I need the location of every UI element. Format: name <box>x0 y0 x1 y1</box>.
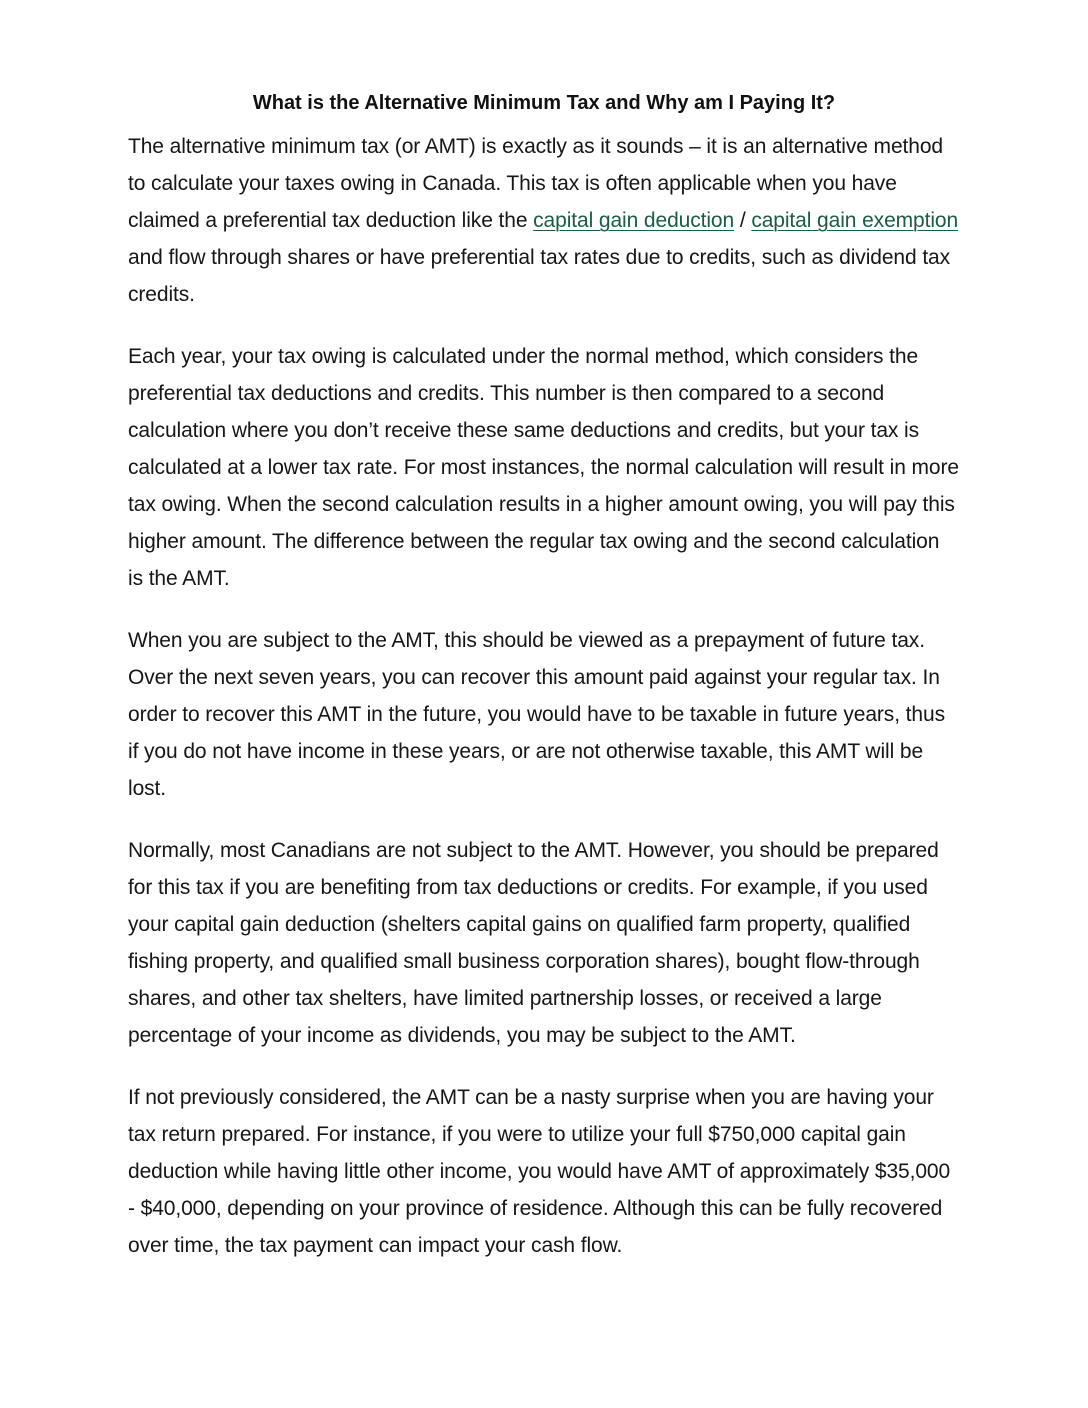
paragraph-intro-text-c: and flow through shares or have preferential tax rates due to credits, such as dividend tax credits. <box>128 246 951 306</box>
paragraph-who-is-subject: Normally, most Canadians are not subject to the AMT. However, you should be prepared for this tax if you are benefiting from tax deductions or credits. For example, if you used your capital gain deduction (shelters capital gains on qualified farm property, qualified fishing property, and qualified small business corporation shares), bought flow-through shares, and other tax shelters, have limited partnership losses, or received a large percentage of your income as dividends, you may be subject to the AMT. <box>128 839 939 1047</box>
paragraph-surprise: If not previously considered, the AMT can be a nasty surprise when you are having your tax return prepared. For instance, if you were to utilize your full $750,000 capital gain deduction while having little other income, you would have AMT of approximately $35,000 - $40,000, depending on your province of residence. Although this can be fully recovered over time, the tax payment can impact your cash flow. <box>128 1086 951 1257</box>
link-separator: / <box>734 209 752 232</box>
capital-gain-deduction-link[interactable]: capital gain deduction <box>533 209 735 232</box>
paragraph-prepayment: When you are subject to the AMT, this should be viewed as a prepayment of future tax. Over the next seven years, you can recover this amount paid against your regular tax. In order to recover this AMT in the future, you would have to be taxable in future years, thus if you do not have income in these years, or are not otherwise taxable, this AMT will be lost. <box>128 629 945 800</box>
capital-gain-exemption-link[interactable]: capital gain exemption <box>751 209 959 232</box>
paragraph-intro <box>128 128 960 313</box>
paragraph-intro-text-a: The alternative minimum tax (or AMT) is exactly as it sounds – it is an alternative method to calculate your taxes owing in Canada. This tax is often applicable when you have claimed a preferential tax deduction like the <box>128 135 943 232</box>
document-title: What is the Alternative Minimum Tax and Why am I Paying It? <box>252 92 836 114</box>
paragraph-calculation: Each year, your tax owing is calculated under the normal method, which considers the preferential tax deductions and credits. This number is then compared to a second calculation where you don’t receive these same deductions and credits, but your tax is calculated at a lower tax rate. For most instances, the normal calculation will result in more tax owing. When the second calculation results in a higher amount owing, you will pay this higher amount. The difference between the regular tax owing and the second calculation is the AMT. <box>128 345 959 590</box>
